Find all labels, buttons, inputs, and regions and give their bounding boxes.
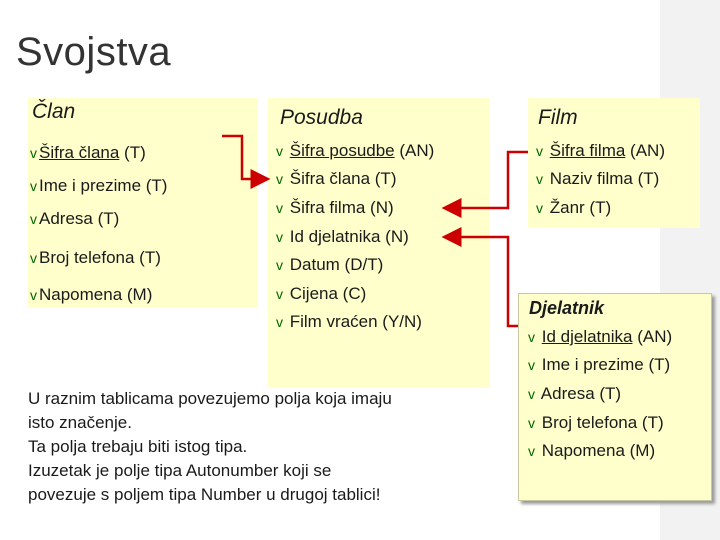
bullet-icon: v [30,211,37,227]
bullet-icon: v [536,200,543,216]
list-item: v Šifra posudbe (AN) [276,141,435,160]
bullet-icon: v [536,171,543,187]
list-item: v Ime i prezime (T) [30,176,168,195]
list-item: v Datum (D/T) [276,255,384,274]
bullet-icon: v [276,171,283,187]
bullet-icon: v [276,143,283,159]
bullet-icon: v [30,178,37,194]
bullet-icon: v [276,200,283,216]
note-line: U raznim tablicama povezujemo polja koja imaju [28,389,392,408]
bullet-icon: v [276,229,283,245]
slide-title: Svojstva [16,30,172,74]
box-title-posudba: Posudba [280,106,363,129]
bullet-icon: v [276,286,283,302]
list-item: v Napomena (M) [30,285,153,304]
bullet-icon: v [276,314,283,330]
list-item: v Cijena (C) [276,284,367,303]
list-item: v Napomena (M) [528,441,656,460]
list-item: v Broj telefona (T) [528,413,664,432]
note-line: povezuje s poljem tipa Number u drugoj tablici! [28,485,381,504]
bullet-icon: v [30,287,37,303]
bullet-icon: v [528,386,535,402]
bullet-icon: v [528,357,535,373]
box-title-clan: Član [32,100,76,123]
bullet-icon: v [528,415,535,431]
list-item: v Šifra filma (N) [276,198,394,217]
box-title-film: Film [538,106,578,129]
list-item: v Adresa (T) [528,384,622,403]
list-item: v Šifra člana (T) [276,169,397,188]
table-box-clan [28,98,258,308]
list-item: v Id djelatnika (N) [276,227,409,246]
bullet-icon: v [30,250,37,266]
list-item: v Žanr (T) [536,198,612,217]
list-item: v Film vraćen (Y/N) [276,312,422,331]
note-text [28,387,392,507]
bullet-icon: v [276,257,283,273]
bullet-icon: v [528,443,535,459]
list-item: v Id djelatnika (AN) [528,327,673,346]
list-item: v Šifra filma (AN) [536,141,665,160]
box-title-djelatnik: Djelatnik [529,298,605,318]
list-item: v Naziv filma (T) [536,169,660,188]
list-item: v Broj telefona (T) [30,248,161,267]
bullet-icon: v [30,145,37,161]
list-item: v Adresa (T) [30,209,120,228]
note-line: Izuzetak je polje tipa Autonumber koji se [28,461,332,480]
list-item: v Ime i prezime (T) [528,355,671,374]
note-line: Ta polja trebaju biti istog tipa. [28,437,248,456]
bullet-icon: v [536,143,543,159]
note-line: isto značenje. [28,413,132,432]
bullet-icon: v [528,329,535,345]
list-item: v Šifra člana (T) [30,143,146,162]
